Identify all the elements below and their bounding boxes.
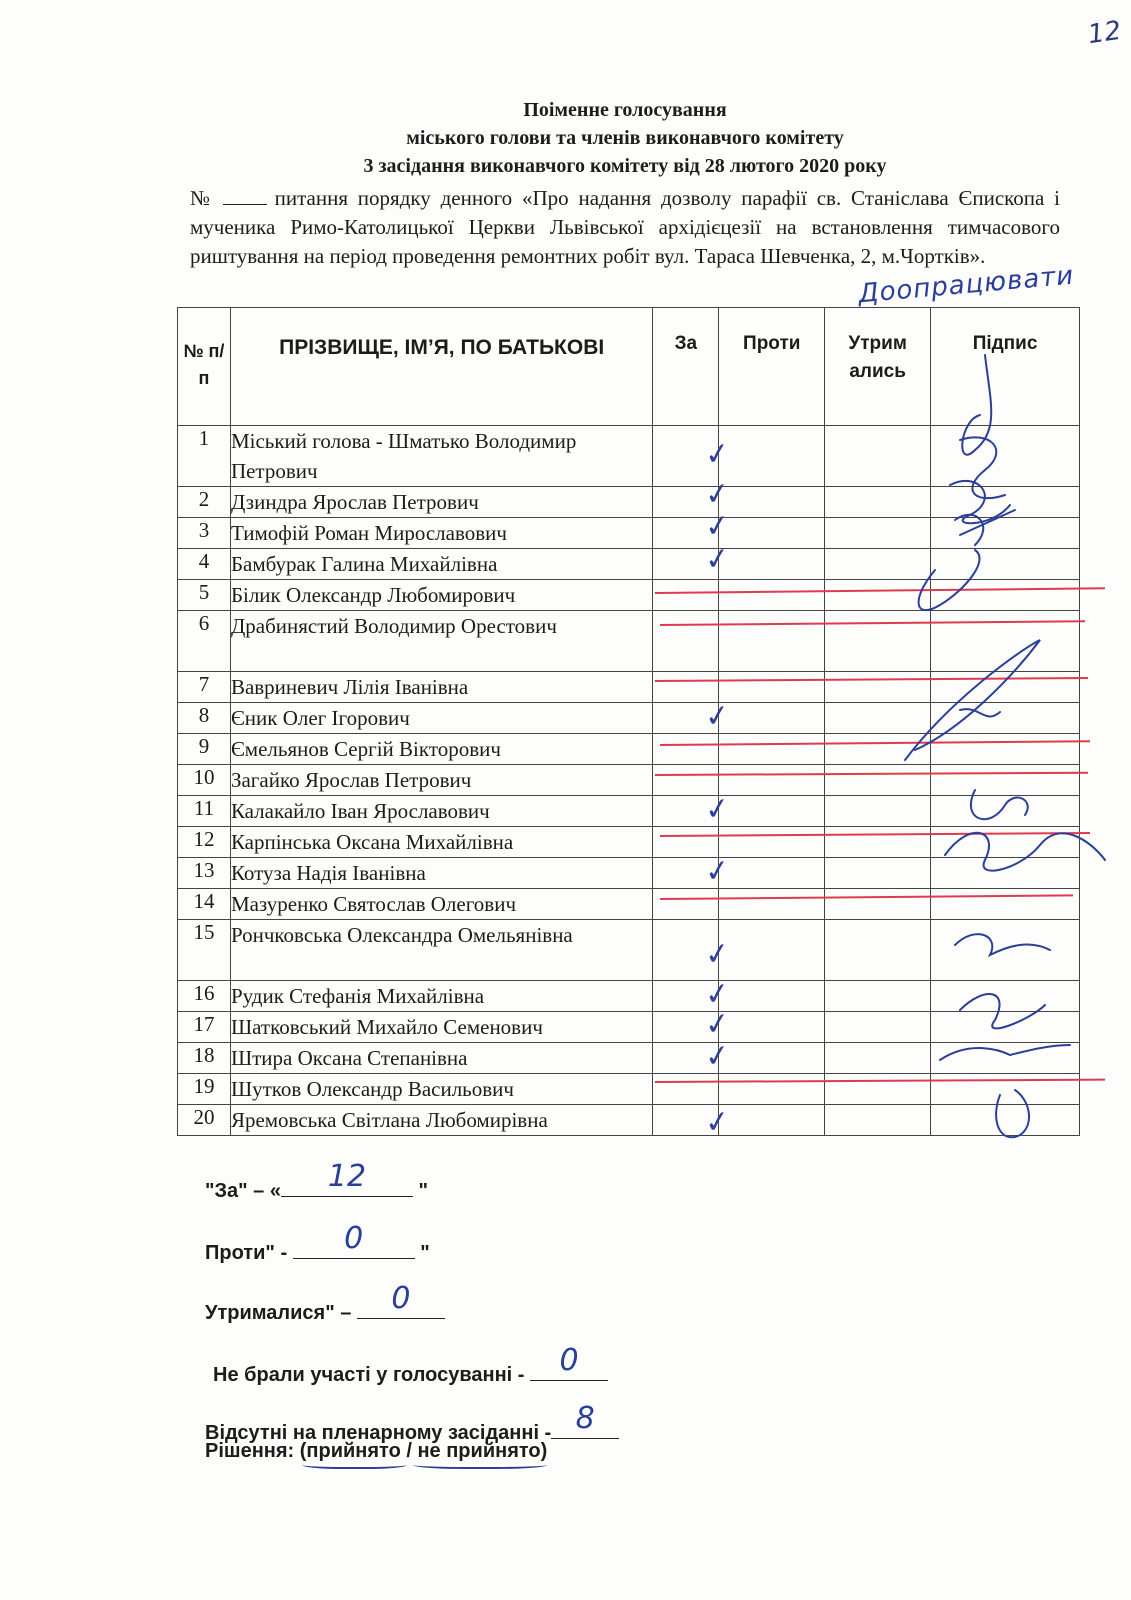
row-number: 11 bbox=[178, 796, 231, 827]
decision-line bbox=[205, 1440, 547, 1463]
cell-against bbox=[719, 858, 825, 889]
row-number: 8 bbox=[178, 703, 231, 734]
summary-abstained-value: 0 bbox=[391, 1281, 411, 1316]
summary-abstained-label: Утрималися" – bbox=[205, 1302, 352, 1324]
member-name: Штира Оксана Степанівна bbox=[230, 1043, 652, 1074]
cell-against bbox=[719, 889, 825, 920]
vote-table bbox=[177, 307, 1080, 1136]
cell-against bbox=[719, 734, 825, 765]
cell-signature bbox=[931, 1105, 1080, 1136]
member-name: Бамбурак Галина Михайлівна bbox=[230, 549, 652, 580]
table-row bbox=[178, 981, 1080, 1012]
cell-abstained bbox=[825, 672, 931, 703]
cell-abstained bbox=[825, 858, 931, 889]
row-number: 16 bbox=[178, 981, 231, 1012]
cell-signature bbox=[931, 703, 1080, 734]
cell-signature bbox=[931, 796, 1080, 827]
agenda-number-blank bbox=[223, 186, 267, 205]
cell-abstained bbox=[825, 426, 931, 487]
header-signature: Підпис bbox=[931, 308, 1080, 426]
member-name: Ємельянов Сергій Вікторович bbox=[230, 734, 652, 765]
checkmark-icon: ✓ bbox=[702, 435, 733, 474]
table-row bbox=[178, 1074, 1080, 1105]
cell-for bbox=[653, 734, 719, 765]
header-number: № п/ п bbox=[178, 308, 231, 426]
row-number: 10 bbox=[178, 765, 231, 796]
document-title: Поіменне голосування bbox=[523, 99, 727, 121]
cell-signature bbox=[931, 518, 1080, 549]
cell-against bbox=[719, 518, 825, 549]
row-number: 2 bbox=[178, 487, 231, 518]
cell-abstained bbox=[825, 703, 931, 734]
decision-close: ) bbox=[540, 1440, 548, 1462]
table-row bbox=[178, 703, 1080, 734]
member-name: Котуза Надія Іванівна bbox=[230, 858, 652, 889]
row-number: 15 bbox=[178, 920, 231, 981]
summary-abstained bbox=[205, 1281, 445, 1325]
table-row bbox=[178, 734, 1080, 765]
cell-for bbox=[653, 672, 719, 703]
member-name: Рончковська Олександра Омельянівна bbox=[230, 920, 652, 981]
row-number: 9 bbox=[178, 734, 231, 765]
cell-abstained bbox=[825, 981, 931, 1012]
cell-against bbox=[719, 549, 825, 580]
row-number: 1 bbox=[178, 426, 231, 487]
cell-against bbox=[719, 920, 825, 981]
table-row bbox=[178, 672, 1080, 703]
table-row bbox=[178, 765, 1080, 796]
cell-against bbox=[719, 796, 825, 827]
decision-label: Рішення: ( bbox=[205, 1440, 307, 1462]
header-abstained: Утрим ались bbox=[825, 308, 931, 426]
handwritten-note: Доопрацювати bbox=[857, 260, 1076, 310]
table-row bbox=[178, 858, 1080, 889]
cell-against bbox=[719, 672, 825, 703]
member-name: Рудик Стефанія Михайлівна bbox=[230, 981, 652, 1012]
cell-abstained bbox=[825, 580, 931, 611]
row-number: 12 bbox=[178, 827, 231, 858]
meeting-line: 3 засідання виконавчого комітету від 28 лютого 2020 року bbox=[363, 155, 887, 177]
agenda-item bbox=[190, 184, 1060, 271]
cell-against bbox=[719, 1043, 825, 1074]
cell-signature bbox=[931, 426, 1080, 487]
table-row bbox=[178, 611, 1080, 672]
cell-signature bbox=[931, 765, 1080, 796]
summary-for-label: "За" – « bbox=[205, 1180, 281, 1202]
row-number: 14 bbox=[178, 889, 231, 920]
table-row bbox=[178, 827, 1080, 858]
header-against: Проти bbox=[719, 308, 825, 426]
member-name: Дзиндра Ярослав Петрович bbox=[230, 487, 652, 518]
member-name: Загайко Ярослав Петрович bbox=[230, 765, 652, 796]
cell-abstained bbox=[825, 1074, 931, 1105]
summary-for bbox=[205, 1159, 429, 1203]
cell-against bbox=[719, 487, 825, 518]
table-row bbox=[178, 920, 1080, 981]
cell-signature bbox=[931, 672, 1080, 703]
table-row bbox=[178, 487, 1080, 518]
summary-against-label: Проти" - bbox=[205, 1242, 288, 1264]
checkmark-icon: ✓ bbox=[702, 507, 733, 546]
cell-signature bbox=[931, 920, 1080, 981]
table-row bbox=[178, 796, 1080, 827]
checkmark-icon: ✓ bbox=[702, 1005, 733, 1044]
decision-separator: / bbox=[400, 1440, 418, 1462]
member-name: Шутков Олександр Васильович bbox=[230, 1074, 652, 1105]
checkmark-icon: ✓ bbox=[702, 475, 733, 514]
table-row bbox=[178, 889, 1080, 920]
member-name: Мазуренко Святослав Олегович bbox=[230, 889, 652, 920]
cell-abstained bbox=[825, 1043, 931, 1074]
table-row bbox=[178, 1012, 1080, 1043]
cell-abstained bbox=[825, 765, 931, 796]
cell-abstained bbox=[825, 1105, 931, 1136]
summary-against-value: 0 bbox=[344, 1221, 364, 1256]
summary-absent-label: Відсутні на пленарному засіданні - bbox=[205, 1422, 552, 1444]
cell-signature bbox=[931, 1012, 1080, 1043]
member-name: Тимофій Роман Мирославович bbox=[230, 518, 652, 549]
checkmark-icon: ✓ bbox=[702, 540, 733, 579]
table-row bbox=[178, 518, 1080, 549]
cell-signature bbox=[931, 981, 1080, 1012]
cell-abstained bbox=[825, 734, 931, 765]
cell-signature bbox=[931, 487, 1080, 518]
row-number: 13 bbox=[178, 858, 231, 889]
row-number: 19 bbox=[178, 1074, 231, 1105]
checkmark-icon: ✓ bbox=[702, 790, 733, 829]
page-number: 12 bbox=[1086, 15, 1124, 51]
cell-abstained bbox=[825, 611, 931, 672]
member-name: Яремовська Світлана Любомирівна bbox=[230, 1105, 652, 1136]
member-name: Карпінська Оксана Михайлівна bbox=[230, 827, 652, 858]
cell-against bbox=[719, 703, 825, 734]
member-name: Калакайло Іван Ярославович bbox=[230, 796, 652, 827]
cell-signature bbox=[931, 858, 1080, 889]
cell-signature bbox=[931, 1043, 1080, 1074]
agenda-text: питання порядку денного «Про надання дозволу парафії св. Станіслава Єпископа і мученика Римо-Католицької Церкви Львівської архідієцезії на встановлення тимчасового риштування на період проведення ремонтних робіт вул. Тараса Шевченка, 2, м.Чортків». bbox=[190, 186, 1060, 268]
cell-for bbox=[653, 611, 719, 672]
table-row bbox=[178, 1105, 1080, 1136]
checkmark-icon: ✓ bbox=[702, 852, 733, 891]
cell-against bbox=[719, 827, 825, 858]
row-number: 20 bbox=[178, 1105, 231, 1136]
summary-not-voted-value: 0 bbox=[559, 1343, 579, 1378]
cell-signature bbox=[931, 734, 1080, 765]
cell-against bbox=[719, 1074, 825, 1105]
cell-signature bbox=[931, 889, 1080, 920]
row-number: 7 bbox=[178, 672, 231, 703]
row-number: 5 bbox=[178, 580, 231, 611]
member-name: Єник Олег Ігорович bbox=[230, 703, 652, 734]
cell-abstained bbox=[825, 487, 931, 518]
cell-for bbox=[653, 889, 719, 920]
cell-signature bbox=[931, 580, 1080, 611]
summary-absent-value: 8 bbox=[575, 1401, 595, 1436]
row-number: 4 bbox=[178, 549, 231, 580]
checkmark-icon: ✓ bbox=[702, 1037, 733, 1076]
table-row bbox=[178, 549, 1080, 580]
member-name: Вавриневич Лілія Іванівна bbox=[230, 672, 652, 703]
checkmark-icon: ✓ bbox=[702, 697, 733, 736]
cell-signature bbox=[931, 549, 1080, 580]
table-row bbox=[178, 426, 1080, 487]
summary-not-voted bbox=[213, 1343, 608, 1387]
cell-for bbox=[653, 1074, 719, 1105]
cell-against bbox=[719, 580, 825, 611]
header-for: За bbox=[653, 308, 719, 426]
member-name: Білик Олександр Любомирович bbox=[230, 580, 652, 611]
cell-for bbox=[653, 765, 719, 796]
agenda-number-prefix: № bbox=[190, 186, 215, 210]
cell-for bbox=[653, 827, 719, 858]
member-name: Міський голова - Шматько Володимир Петрович bbox=[230, 426, 652, 487]
checkmark-icon: ✓ bbox=[702, 935, 733, 974]
member-name: Драбинястий Володимир Орестович bbox=[230, 611, 652, 672]
checkmark-icon: ✓ bbox=[702, 1103, 733, 1142]
cell-abstained bbox=[825, 549, 931, 580]
cell-abstained bbox=[825, 796, 931, 827]
cell-abstained bbox=[825, 920, 931, 981]
row-number: 3 bbox=[178, 518, 231, 549]
cell-signature bbox=[931, 827, 1080, 858]
cell-against bbox=[719, 765, 825, 796]
summary-against bbox=[205, 1221, 430, 1265]
row-number: 6 bbox=[178, 611, 231, 672]
checkmark-icon: ✓ bbox=[702, 975, 733, 1014]
table-row bbox=[178, 580, 1080, 611]
cell-abstained bbox=[825, 518, 931, 549]
summary-against-close: " bbox=[420, 1242, 430, 1264]
document-subtitle: міського голови та членів виконавчого комітету bbox=[406, 127, 844, 149]
cell-against bbox=[719, 1105, 825, 1136]
cell-against bbox=[719, 981, 825, 1012]
summary-for-value: 12 bbox=[327, 1159, 367, 1194]
cell-abstained bbox=[825, 827, 931, 858]
table-row bbox=[178, 1043, 1080, 1074]
member-name: Шатковський Михайло Семенович bbox=[230, 1012, 652, 1043]
decision-not-accepted: не прийнято bbox=[417, 1440, 541, 1462]
decision-accepted: прийнято bbox=[306, 1440, 401, 1462]
cell-abstained bbox=[825, 889, 931, 920]
cell-against bbox=[719, 426, 825, 487]
header-name: ПРІЗВИЩЕ, ІМ’Я, ПО БАТЬКОВІ bbox=[230, 308, 652, 426]
cell-abstained bbox=[825, 1012, 931, 1043]
cell-against bbox=[719, 611, 825, 672]
cell-for bbox=[653, 580, 719, 611]
row-number: 18 bbox=[178, 1043, 231, 1074]
summary-not-voted-label: Не брали участі у голосуванні - bbox=[213, 1364, 525, 1386]
cell-against bbox=[719, 1012, 825, 1043]
row-number: 17 bbox=[178, 1012, 231, 1043]
summary-for-close: " bbox=[418, 1180, 429, 1202]
